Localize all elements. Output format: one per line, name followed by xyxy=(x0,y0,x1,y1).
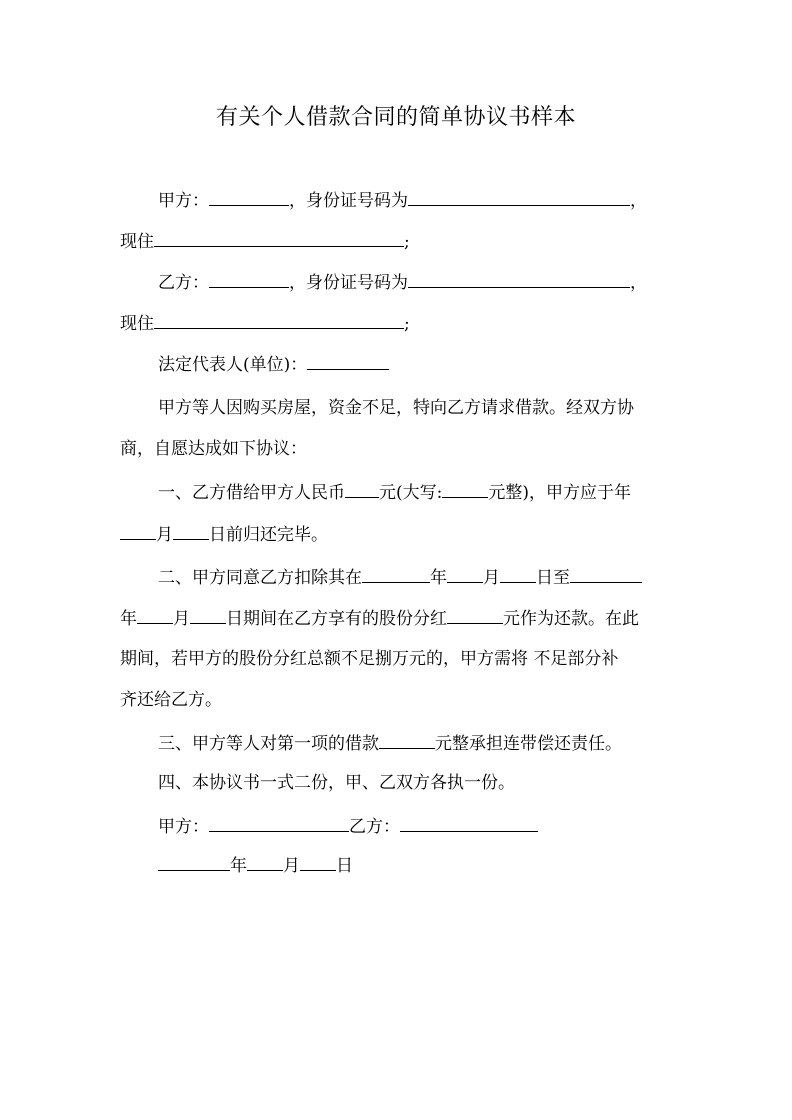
party-b-label: 乙方： xyxy=(158,273,209,293)
clause-2-line-2 xyxy=(120,606,680,631)
address-label: 现住 xyxy=(120,314,154,334)
paragraph-intro-line-1: 甲方等人因购买房屋，资金不足，特向乙方请求借款。经双方协 xyxy=(158,398,634,418)
party-a-address-line xyxy=(120,229,680,254)
party-b-line xyxy=(120,270,680,295)
document-title: 有关个人借款合同的简单协议书样本 xyxy=(215,105,576,130)
semicolon: ; xyxy=(404,232,410,252)
party-b-signature-blank xyxy=(400,814,538,832)
clause-1-text: 元(大写: xyxy=(379,483,443,503)
comma: ， xyxy=(630,273,647,293)
month-label: 月 xyxy=(173,609,190,629)
month-blank xyxy=(247,853,283,871)
clause-2-line-1 xyxy=(120,565,680,590)
day-label: 日 xyxy=(336,856,353,876)
clause-2-text: 元作为还款。在此 xyxy=(503,609,639,629)
dividend-amount-blank xyxy=(447,606,503,624)
clause-1-line-1 xyxy=(120,480,680,505)
party-b-id-blank xyxy=(408,270,630,288)
year-label: 年 xyxy=(230,856,247,876)
clause-2-line-3: 期间，若甲方的股份分红总额不足捌万元的，甲方需将 不足部分补 xyxy=(120,649,619,669)
signature-line xyxy=(120,814,680,839)
month-label: 月 xyxy=(156,525,173,545)
party-b-address-line xyxy=(120,311,680,336)
party-a-name-blank xyxy=(209,188,289,206)
month-blank xyxy=(447,565,483,583)
clause-1-text: 元整)，甲方应于年 xyxy=(488,483,632,503)
loan-amount-blank xyxy=(379,731,435,749)
day-blank xyxy=(173,522,209,540)
clause-2-text: 日期间在乙方享有的股份分红 xyxy=(226,609,447,629)
amount-uppercase-blank xyxy=(442,480,488,498)
clause-2-line-4: 齐还给乙方。 xyxy=(120,690,222,710)
clause-2-text: 二、甲方同意乙方扣除其在 xyxy=(158,568,362,588)
party-b-name-blank xyxy=(209,270,289,288)
clause-1-line-2 xyxy=(120,522,680,547)
month-label: 月 xyxy=(283,856,300,876)
party-b-address-blank xyxy=(154,311,404,329)
legal-representative-label: 法定代表人(单位)： xyxy=(158,355,308,375)
year-label: 年 xyxy=(120,609,137,629)
year-blank xyxy=(362,565,430,583)
comma: ， xyxy=(630,191,647,211)
clause-4-line: 四、本协议书一式二份，甲、乙双方各执一份。 xyxy=(158,773,515,793)
year-label: 年 xyxy=(430,568,447,588)
party-a-id-blank xyxy=(408,188,630,206)
party-a-label: 甲方： xyxy=(158,191,209,211)
id-number-label: ，身份证号码为 xyxy=(289,273,408,293)
clause-1-text: 日前归还完毕。 xyxy=(209,525,328,545)
year-blank xyxy=(570,565,642,583)
clause-2-text: 日至 xyxy=(536,568,570,588)
clause-3-text: 元整承担连带偿还责任。 xyxy=(435,734,622,754)
month-label: 月 xyxy=(483,568,500,588)
day-blank xyxy=(190,606,226,624)
date-line xyxy=(120,853,680,878)
party-a-address-blank xyxy=(154,229,404,247)
month-blank xyxy=(120,522,156,540)
clause-3-line xyxy=(120,731,680,756)
party-a-signature-blank xyxy=(209,814,349,832)
clause-3-text: 三、甲方等人对第一项的借款 xyxy=(158,734,379,754)
address-label: 现住 xyxy=(120,232,154,252)
day-blank xyxy=(500,565,536,583)
month-blank xyxy=(137,606,173,624)
party-b-signature-label: 乙方： xyxy=(349,817,400,837)
id-number-label: ，身份证号码为 xyxy=(289,191,408,211)
day-blank xyxy=(300,853,336,871)
clause-1-text: 一、乙方借给甲方人民币 xyxy=(158,483,345,503)
amount-blank xyxy=(345,480,379,498)
legal-representative-line xyxy=(120,352,680,377)
semicolon: ; xyxy=(404,314,410,334)
party-a-line xyxy=(120,188,680,213)
year-blank xyxy=(158,853,230,871)
party-a-signature-label: 甲方： xyxy=(158,817,209,837)
legal-representative-blank xyxy=(307,352,389,370)
paragraph-intro-line-2: 商，自愿达成如下协议： xyxy=(120,439,307,459)
